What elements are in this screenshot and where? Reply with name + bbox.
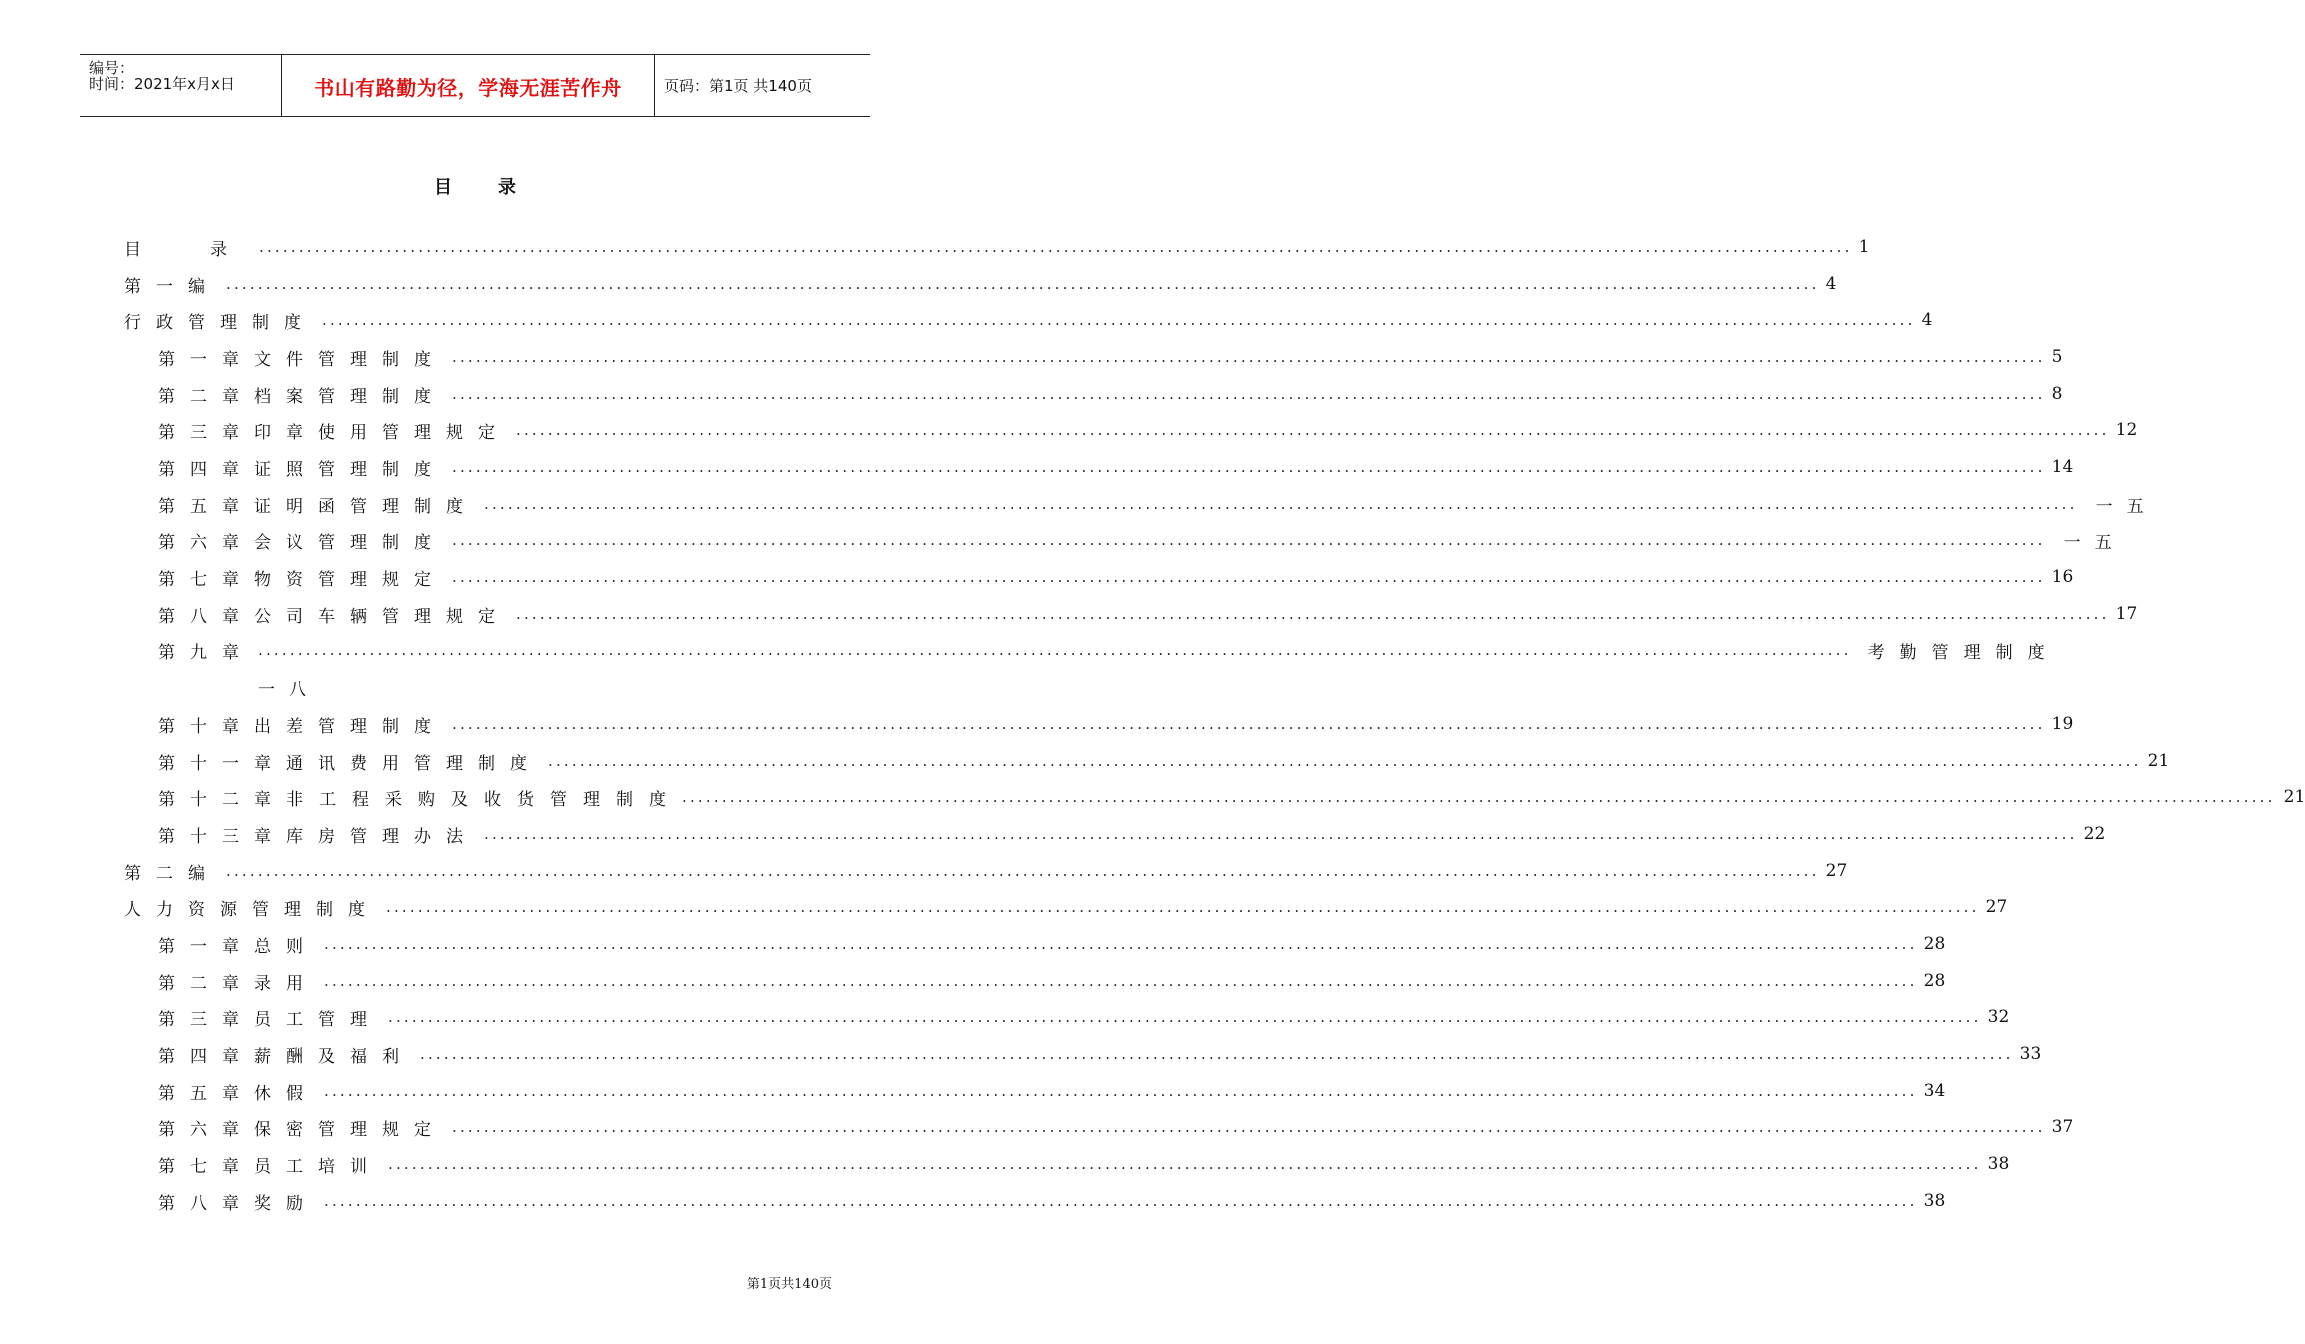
toc-page: 33 [2019, 1044, 2042, 1064]
toc-page: 32 [1987, 1007, 2010, 1027]
toc-chapter: 第三章 [158, 1009, 254, 1030]
toc-title: 通讯费用管理制度 [286, 753, 542, 774]
toc-page: 38 [1923, 1191, 1946, 1211]
toc-entry-continuation [258, 673, 358, 701]
toc-chapter: 第三章 [158, 422, 254, 443]
toc-leader: ........................................................................................................................................................................................................ [324, 935, 1918, 953]
toc-entry[interactable] [124, 306, 1933, 334]
toc-label: 人力资源管理制度 [124, 899, 380, 920]
toc-page: 28 [1923, 934, 1946, 954]
toc-leader: ........................................................................................................................................................................................................ [324, 972, 1918, 990]
toc-title: 文件管理制度 [254, 349, 446, 370]
toc-entry[interactable] [158, 563, 2074, 591]
toc-title: 薪酬及福利 [254, 1046, 414, 1067]
toc-chapter: 第七章 [158, 569, 254, 590]
toc-page: 14 [2051, 457, 2074, 477]
toc-title: 考勤管理制度 [1867, 642, 2060, 663]
toc-page: 1 [1858, 237, 1870, 257]
toc-page: 4 [1825, 274, 1837, 294]
header-page-info: 页码：第1页 共140页 [664, 77, 812, 95]
toc-entry[interactable] [158, 343, 2063, 371]
toc-page: 27 [1825, 861, 1848, 881]
toc-entry[interactable] [124, 270, 1837, 298]
toc-page: 28 [1923, 971, 1946, 991]
toc-chapter: 第二章 [158, 386, 254, 407]
serial-label: 编号： [89, 59, 135, 77]
toc-leader: ........................................................................................................................................................................................................ [226, 862, 1820, 880]
toc-entry[interactable] [124, 857, 1848, 885]
page-footer: 第1页共140页 [746, 1277, 832, 1292]
toc-title: 库房管理办法 [286, 826, 478, 847]
toc-title: 公司车辆管理规定 [254, 606, 510, 627]
toc-page: 27 [1985, 897, 2008, 917]
toc-entry[interactable] [158, 1113, 2074, 1141]
toc-entry[interactable] [158, 416, 2138, 444]
toc-page: 34 [1923, 1081, 1946, 1101]
toc-leader: ........................................................................................................................................................................................................ [516, 605, 2110, 623]
toc-page: 17 [2115, 604, 2138, 624]
toc-entry[interactable] [158, 820, 2106, 848]
toc-chapter: 第一章 [158, 936, 254, 957]
toc-leader: ........................................................................................................................................................................................................ [516, 421, 2110, 439]
toc-entry[interactable] [158, 710, 2074, 738]
toc-entry[interactable] [124, 233, 1870, 261]
toc-page: 16 [2051, 567, 2074, 587]
toc-title: 档案管理制度 [254, 386, 446, 407]
toc-leader: ........................................................................................................................................................................................................ [682, 788, 2276, 806]
toc-page: 21 [2283, 787, 2305, 807]
toc-page: 一五 [2063, 532, 2126, 553]
toc-title: 会议管理制度 [254, 532, 446, 553]
toc-label: 行政管理制度 [124, 312, 316, 333]
toc-chapter: 第八章 [158, 606, 254, 627]
toc-leader: ........................................................................................................................................................................................................ [452, 458, 2046, 476]
toc-leader: ........................................................................................................................................................................................................ [388, 1008, 1982, 1026]
toc-entry[interactable] [158, 1003, 2010, 1031]
toc-chapter: 第九章 [158, 642, 254, 663]
toc-title: 休假 [254, 1083, 318, 1104]
toc-entry[interactable] [158, 600, 2138, 628]
toc-entry[interactable] [158, 453, 2074, 481]
toc-entry[interactable] [158, 1040, 2042, 1068]
toc-page: 19 [2051, 714, 2074, 734]
toc-page: 38 [1987, 1154, 2010, 1174]
toc-leader: ........................................................................................................................................................................................................ [324, 1192, 1918, 1210]
toc-chapter: 第十章 [158, 716, 254, 737]
toc-page: 4 [1921, 310, 1933, 330]
toc-page: 一五 [2095, 496, 2158, 517]
toc-leader: ........................................................................................................................................................................................................ [452, 1118, 2046, 1136]
toc-chapter: 第五章 [158, 1083, 254, 1104]
toc-entry[interactable] [158, 930, 1946, 958]
toc-leader: ........................................................................................................................................................................................................ [258, 641, 1852, 659]
toc-entry[interactable] [158, 1077, 1946, 1105]
toc-entry[interactable] [158, 526, 2126, 554]
toc-leader: ........................................................................................................................................................................................................ [484, 825, 2078, 843]
toc-label: 目 录 [124, 239, 253, 260]
toc-leader: ........................................................................................................................................................................................................ [322, 311, 1916, 329]
toc-title: 证照管理制度 [254, 459, 446, 480]
toc-page: 21 [2147, 751, 2170, 771]
toc-leader: ........................................................................................................................................................................................................ [226, 275, 1820, 293]
toc-chapter: 第六章 [158, 1119, 254, 1140]
toc-chapter: 第七章 [158, 1156, 254, 1177]
toc-leader: ........................................................................................................................................................................................................ [452, 568, 2046, 586]
title-left: 目 [434, 177, 452, 198]
toc-title: 奖励 [254, 1193, 318, 1214]
toc-leader: ........................................................................................................................................................................................................ [388, 1155, 1982, 1173]
toc-leader: ........................................................................................................................................................................................................ [420, 1045, 2014, 1063]
toc-chapter: 第十三章 [158, 826, 286, 847]
toc-leader: ........................................................................................................................................................................................................ [452, 715, 2046, 733]
toc-entry[interactable] [158, 747, 2170, 775]
toc-title: 物资管理规定 [254, 569, 446, 590]
toc-chapter: 第五章 [158, 496, 254, 517]
toc-title: 证明函管理制度 [254, 496, 478, 517]
toc-leader: ........................................................................................................................................................................................................ [452, 385, 2046, 403]
toc-chapter: 第六章 [158, 532, 254, 553]
toc-label: 第一编 [124, 276, 220, 297]
toc-entry[interactable] [124, 893, 2008, 921]
toc-chapter: 第二章 [158, 973, 254, 994]
toc-leader: ........................................................................................................................................................................................................ [452, 531, 2046, 549]
toc-page: 22 [2083, 824, 2106, 844]
toc-page: 一八 [258, 679, 320, 700]
toc-page: 5 [2051, 347, 2063, 367]
toc-title: 总则 [254, 936, 318, 957]
toc-entry[interactable] [158, 783, 2305, 811]
toc-leader: ........................................................................................................................................................................................................ [259, 238, 1853, 256]
toc-page: 37 [2051, 1117, 2074, 1137]
toc-chapter: 第四章 [158, 1046, 254, 1067]
toc-title: 印章使用管理规定 [254, 422, 510, 443]
toc-entry[interactable] [158, 1150, 2010, 1178]
toc-chapter: 第八章 [158, 1193, 254, 1214]
toc-leader: ........................................................................................................................................................................................................ [386, 898, 1980, 916]
toc-leader: ........................................................................................................................................................................................................ [452, 348, 2046, 366]
toc-entry[interactable] [158, 490, 2158, 518]
toc-chapter: 第一章 [158, 349, 254, 370]
toc-title: 员工培训 [254, 1156, 382, 1177]
toc-page: 12 [2115, 420, 2138, 440]
date-label: 时间：2021年x月x日 [89, 75, 235, 93]
toc-chapter: 第十一章 [158, 753, 286, 774]
toc-title: 非工程采购及收货管理制度 [286, 789, 682, 810]
toc-chapter: 第十二章 [158, 789, 286, 810]
toc-title: 员工管理 [254, 1009, 382, 1030]
toc-title: 出差管理制度 [254, 716, 446, 737]
toc-entry[interactable] [158, 967, 1946, 995]
toc-title: 保密管理规定 [254, 1119, 446, 1140]
toc-leader: ........................................................................................................................................................................................................ [324, 1082, 1918, 1100]
toc-page: 8 [2051, 384, 2063, 404]
toc-label: 第二编 [124, 863, 220, 884]
title-right: 录 [498, 177, 516, 198]
header-motto: 书山有路勤为径，学海无涯苦作舟 [314, 76, 622, 100]
toc-title: 录用 [254, 973, 318, 994]
toc-leader: ........................................................................................................................................................................................................ [484, 495, 2078, 513]
toc-chapter: 第四章 [158, 459, 254, 480]
toc-leader: ........................................................................................................................................................................................................ [548, 752, 2142, 770]
toc-entry[interactable] [158, 380, 2063, 408]
toc-entry[interactable] [158, 1187, 1946, 1215]
toc-entry[interactable] [158, 636, 2060, 664]
